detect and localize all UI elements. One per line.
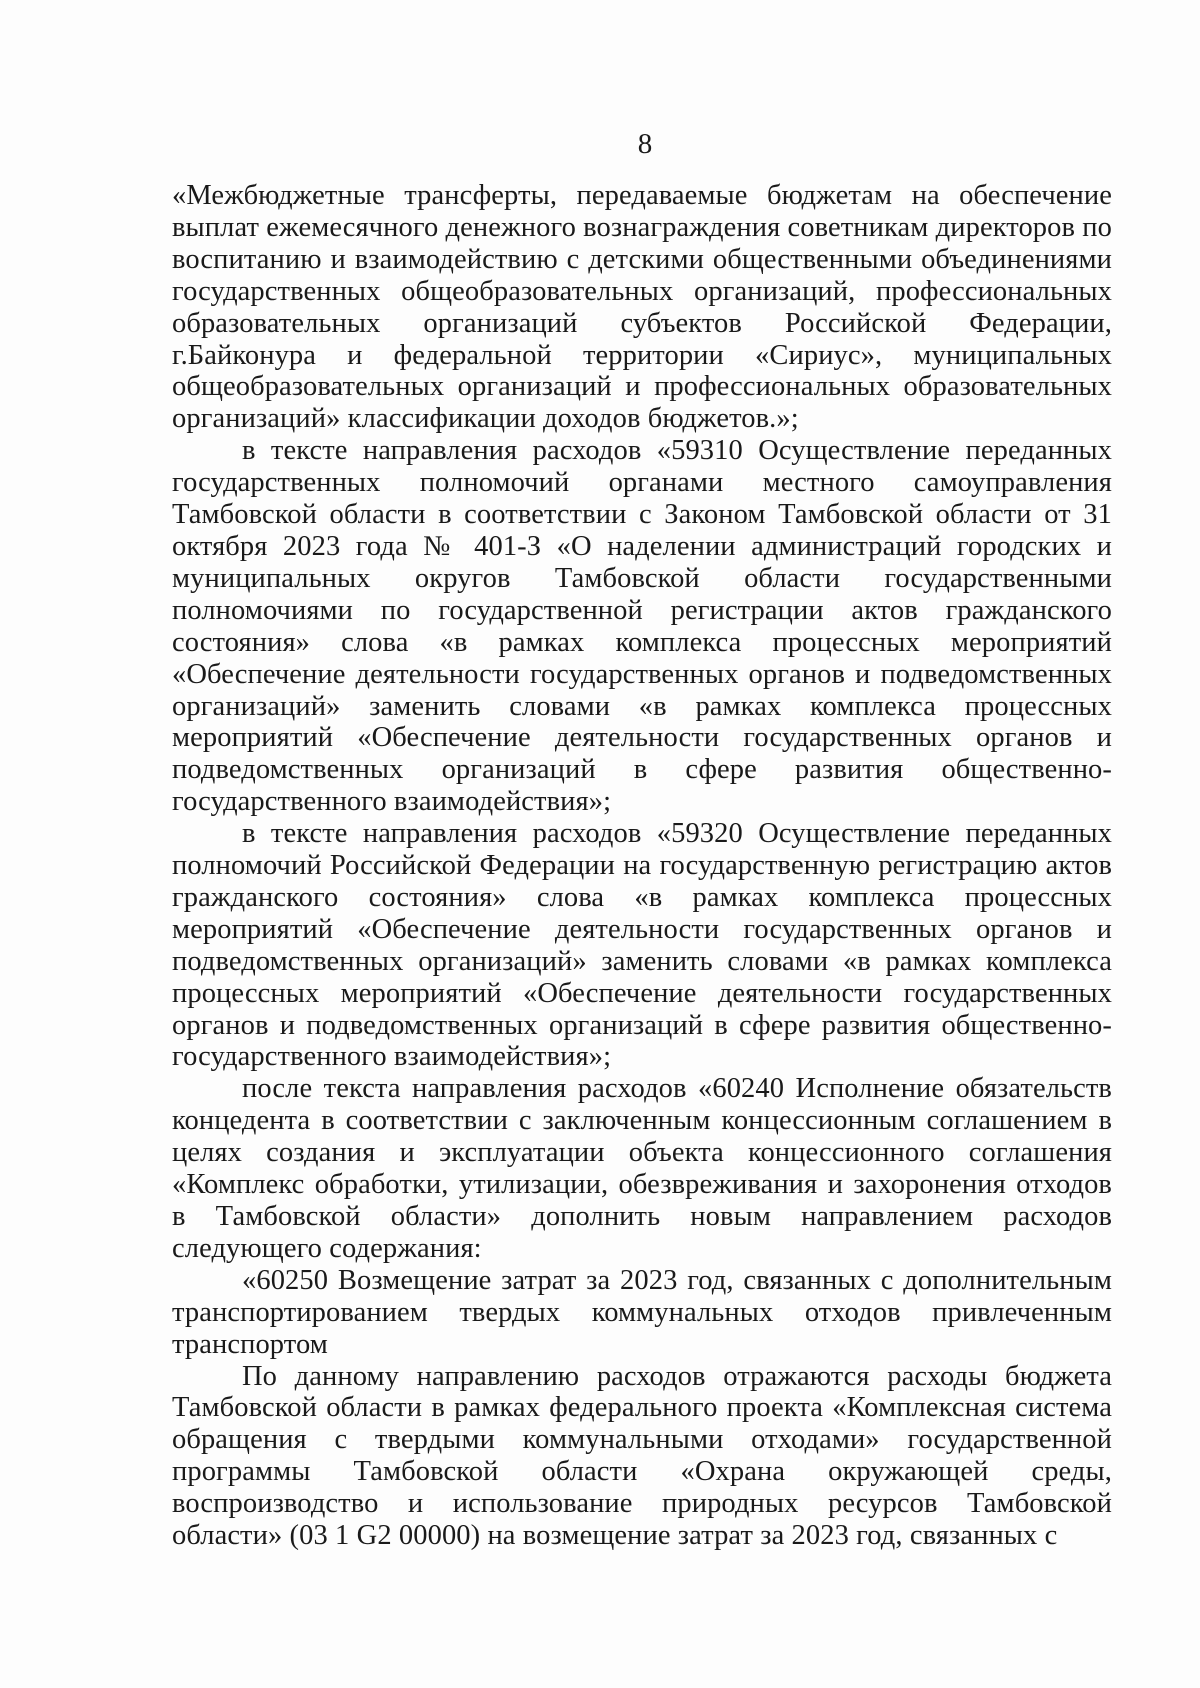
paragraph-59310: в тексте направления расходов «59310 Осуществление переданных государственных полномочий органами местного самоуправления Тамбовской области в соответствии с Законом Тамбовской области от 31 октября 2023 года № 401-З «О наделении администраций городских и муниципальных округов Тамбовской области государственными полномочиями по государственной регистрации актов гражданского состояния» слова «в рамках комплекса процессных мероприятий «Обеспечение деятельности государственных органов и подведомственных организаций» заменить словами «в рамках комплекса процессных мероприятий «Обеспечение деятельности государственных органов и подведомственных организаций в сфере развития общественно-государственного взаимодействия»; (172, 435, 1112, 818)
paragraph-60250-title: «60250 Возмещение затрат за 2023 год, связанных с дополнительным транспортированием твердых коммунальных отходов привлеченным транспортом (172, 1264, 1112, 1360)
page-number: 8 (637, 128, 653, 160)
paragraph-transfers: «Межбюджетные трансферты, передаваемые бюджетам на обеспечение выплат ежемесячного денежного вознаграждения советникам директоров по воспитанию и взаимодействию с детскими общественными объединениями государственных общеобразовательных организаций, профессиональных образовательных организаций субъектов Российской Федерации, г.Байконура и федеральной территории «Сириус», муниципальных общеобразовательных организаций и профессиональных образовательных организаций» классификации доходов бюджетов.»; (172, 180, 1112, 435)
document-body (172, 180, 1112, 1552)
paragraph-60240: после текста направления расходов «60240 Исполнение обязательств концедента в соответствии с заключенным концессионным соглашением в целях создания и эксплуатации объекта концессионного соглашения «Комплекс обработки, утилизации, обезвреживания и захоронения отходов в Тамбовской области» дополнить новым направлением расходов следующего содержания: (172, 1073, 1112, 1264)
paragraph-60250-description: По данному направлению расходов отражаются расходы бюджета Тамбовской области в рамках федерального проекта «Комплексная система обращения с твердыми коммунальными отходами» государственной программы Тамбовской области «Охрана окружающей среды, воспроизводство и использование природных ресурсов Тамбовской области» (03 1 G2 00000) на возмещение затрат за 2023 год, связанных с (172, 1360, 1112, 1552)
paragraph-59320: в тексте направления расходов «59320 Осуществление переданных полномочий Российской Федерации на государственную регистрацию актов гражданского состояния» слова «в рамках комплекса процессных мероприятий «Обеспечение деятельности государственных органов и подведомственных организаций» заменить словами «в рамках комплекса процессных мероприятий «Обеспечение деятельности государственных органов и подведомственных организаций в сфере развития общественно-государственного взаимодействия»; (172, 818, 1112, 1073)
